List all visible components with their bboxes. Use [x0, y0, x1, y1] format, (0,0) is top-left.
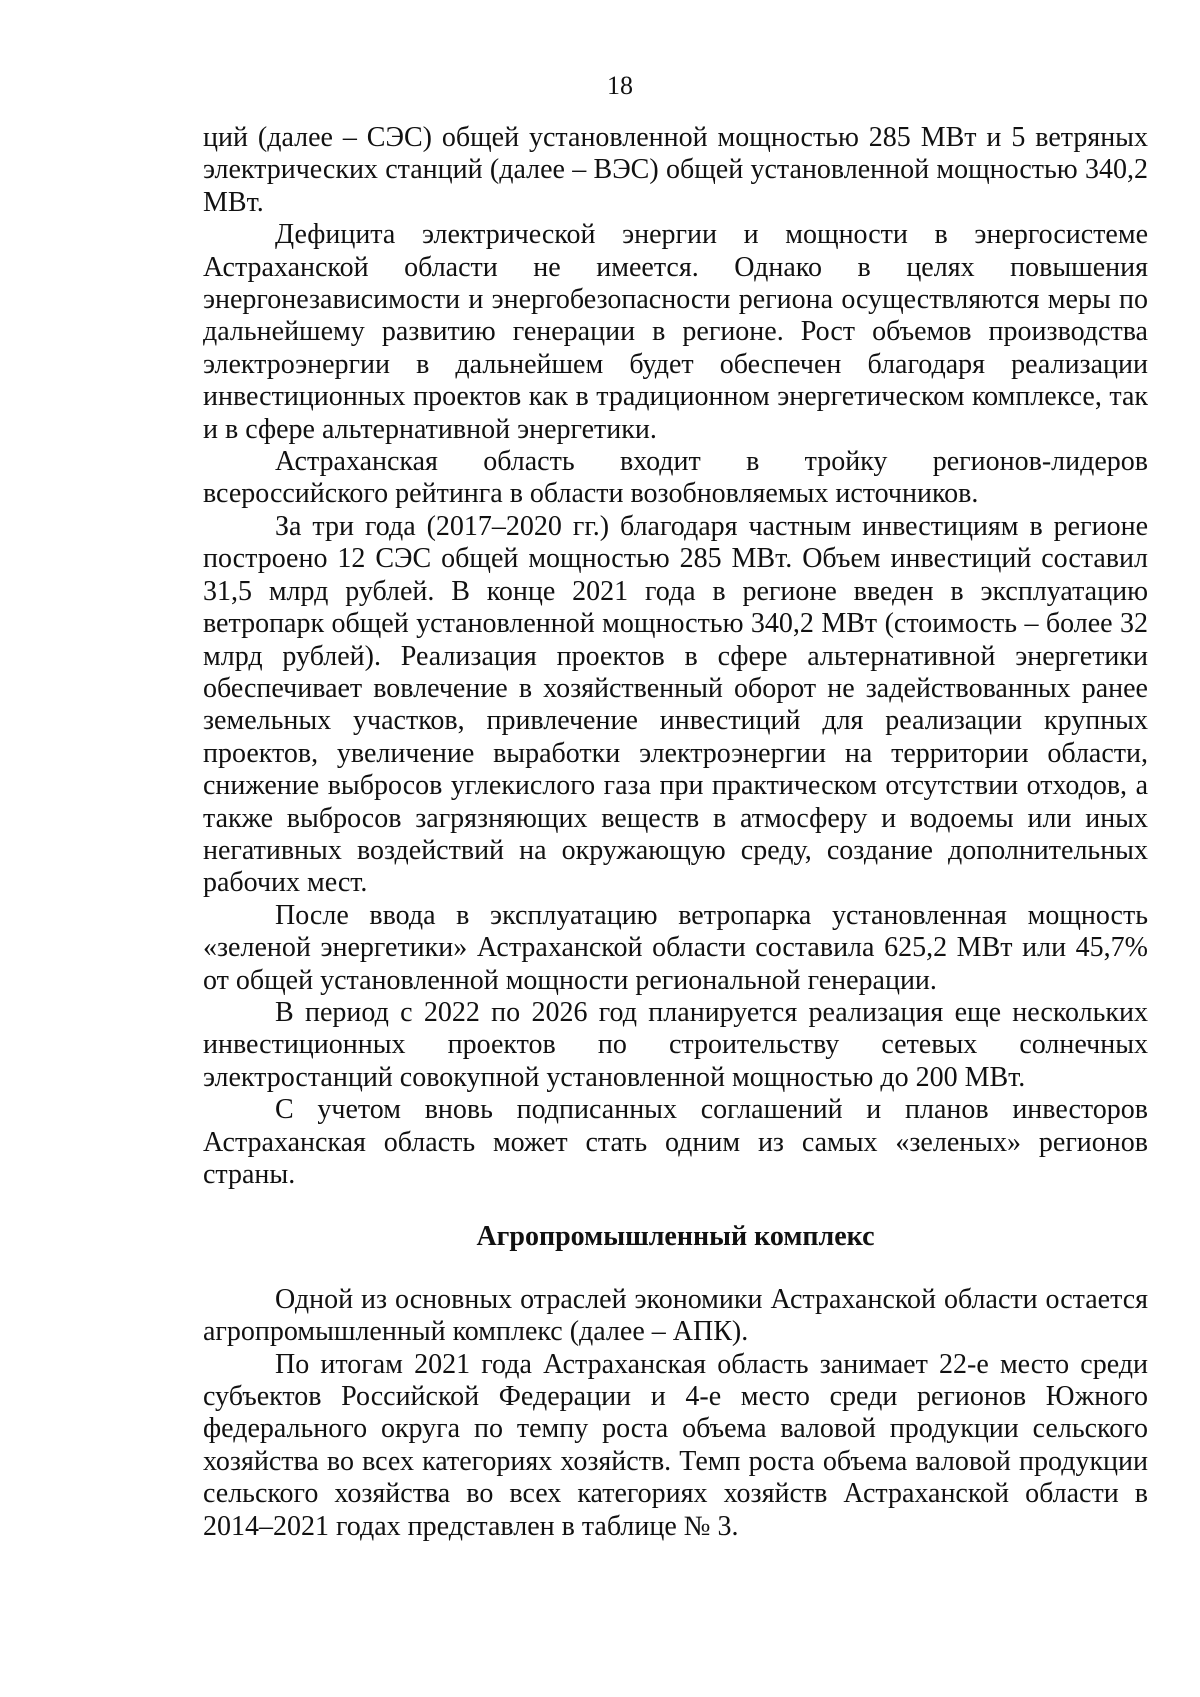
body-text — [203, 122, 1148, 1543]
paragraph-continuation: ций (далее – СЭС) общей установленной мощностью 285 МВт и 5 ветряных электрических станций (далее – ВЭС) общей установленной мощностью 340,2 МВт. — [203, 122, 1148, 218]
paragraph-renewable-rating: Астраханская область входит в тройку регионов-лидеров всероссийского рейтинга в области возобновляемых источников. — [203, 446, 1148, 510]
page-number: 18 — [607, 71, 633, 100]
paragraph-agro-sector: Одной из основных отраслей экономики Астраханской области остается агропромышленный комплекс (далее – АПК). — [203, 1283, 1148, 1348]
section-heading: Агропромышленный комплекс — [476, 1221, 875, 1253]
paragraph-energy-deficit: Дефицита электрической энергии и мощности в энергосистеме Астраханской области не имеется. Однако в целях повышения энергонезависимости и энергобезопасности региона осуществляются меры по дальнейшему развитию генерации в регионе. Рост объемов производства электроэнергии в дальнейшем будет обеспечен благодаря реализации инвестиционных проектов как в традиционном энергетическом комплексе, так и в сфере альтернативной энергетики. — [203, 219, 1148, 445]
paragraph-investments: За три года (2017–2020 гг.) благодаря частным инвестициям в регионе построено 12 СЭС общей мощностью 285 МВт. Объем инвестиций составил 31,5 млрд рублей. В конце 2021 года в регионе введен в эксплуатацию ветропарк общей установленной мощностью 340,2 МВт (стоимость – более 32 млрд рублей). Реализация проектов в сфере альтернативной энергетики обеспечивает вовлечение в хозяйственный оборот не задействованных ранее земельных участков, привлечение инвестиций для реализации крупных проектов, увеличение выработки электроэнергии на территории области, снижение выбросов углекислого газа при практическом отсутствии отходов, а также выбросов загрязняющих веществ в атмосферу и водоемы или иных негативных воздействий на окружающую среду, создание дополнительных рабочих мест. — [203, 510, 1148, 899]
paragraph-solar-plans: В период с 2022 по 2026 год планируется реализация еще нескольких инвестиционных проектов по строительству сетевых солнечных электростанций совокупной установленной мощностью до 200 МВт. — [203, 996, 1148, 1093]
paragraph-green-region: С учетом вновь подписанных соглашений и планов инвесторов Астраханская область может стать одним из самых «зеленых» регионов страны. — [203, 1094, 1148, 1190]
paragraph-agro-ranking: По итогам 2021 года Астраханская область занимает 22-е место среди субъектов Российской Федерации и 4-е место среди регионов Южного федерального округа по темпу роста объема валовой продукции сельского хозяйства во всех категориях хозяйств. Темп роста объема валовой продукции сельского хозяйства во всех категориях хозяйств Астраханской области в 2014–2021 годах представлен в таблице № 3. — [203, 1348, 1148, 1542]
paragraph-green-energy-capacity: После ввода в эксплуатацию ветропарка установленная мощность «зеленой энергетики» Астраханской области составила 625,2 МВт или 45,7% от общей установленной мощности региональной генерации. — [203, 899, 1148, 996]
